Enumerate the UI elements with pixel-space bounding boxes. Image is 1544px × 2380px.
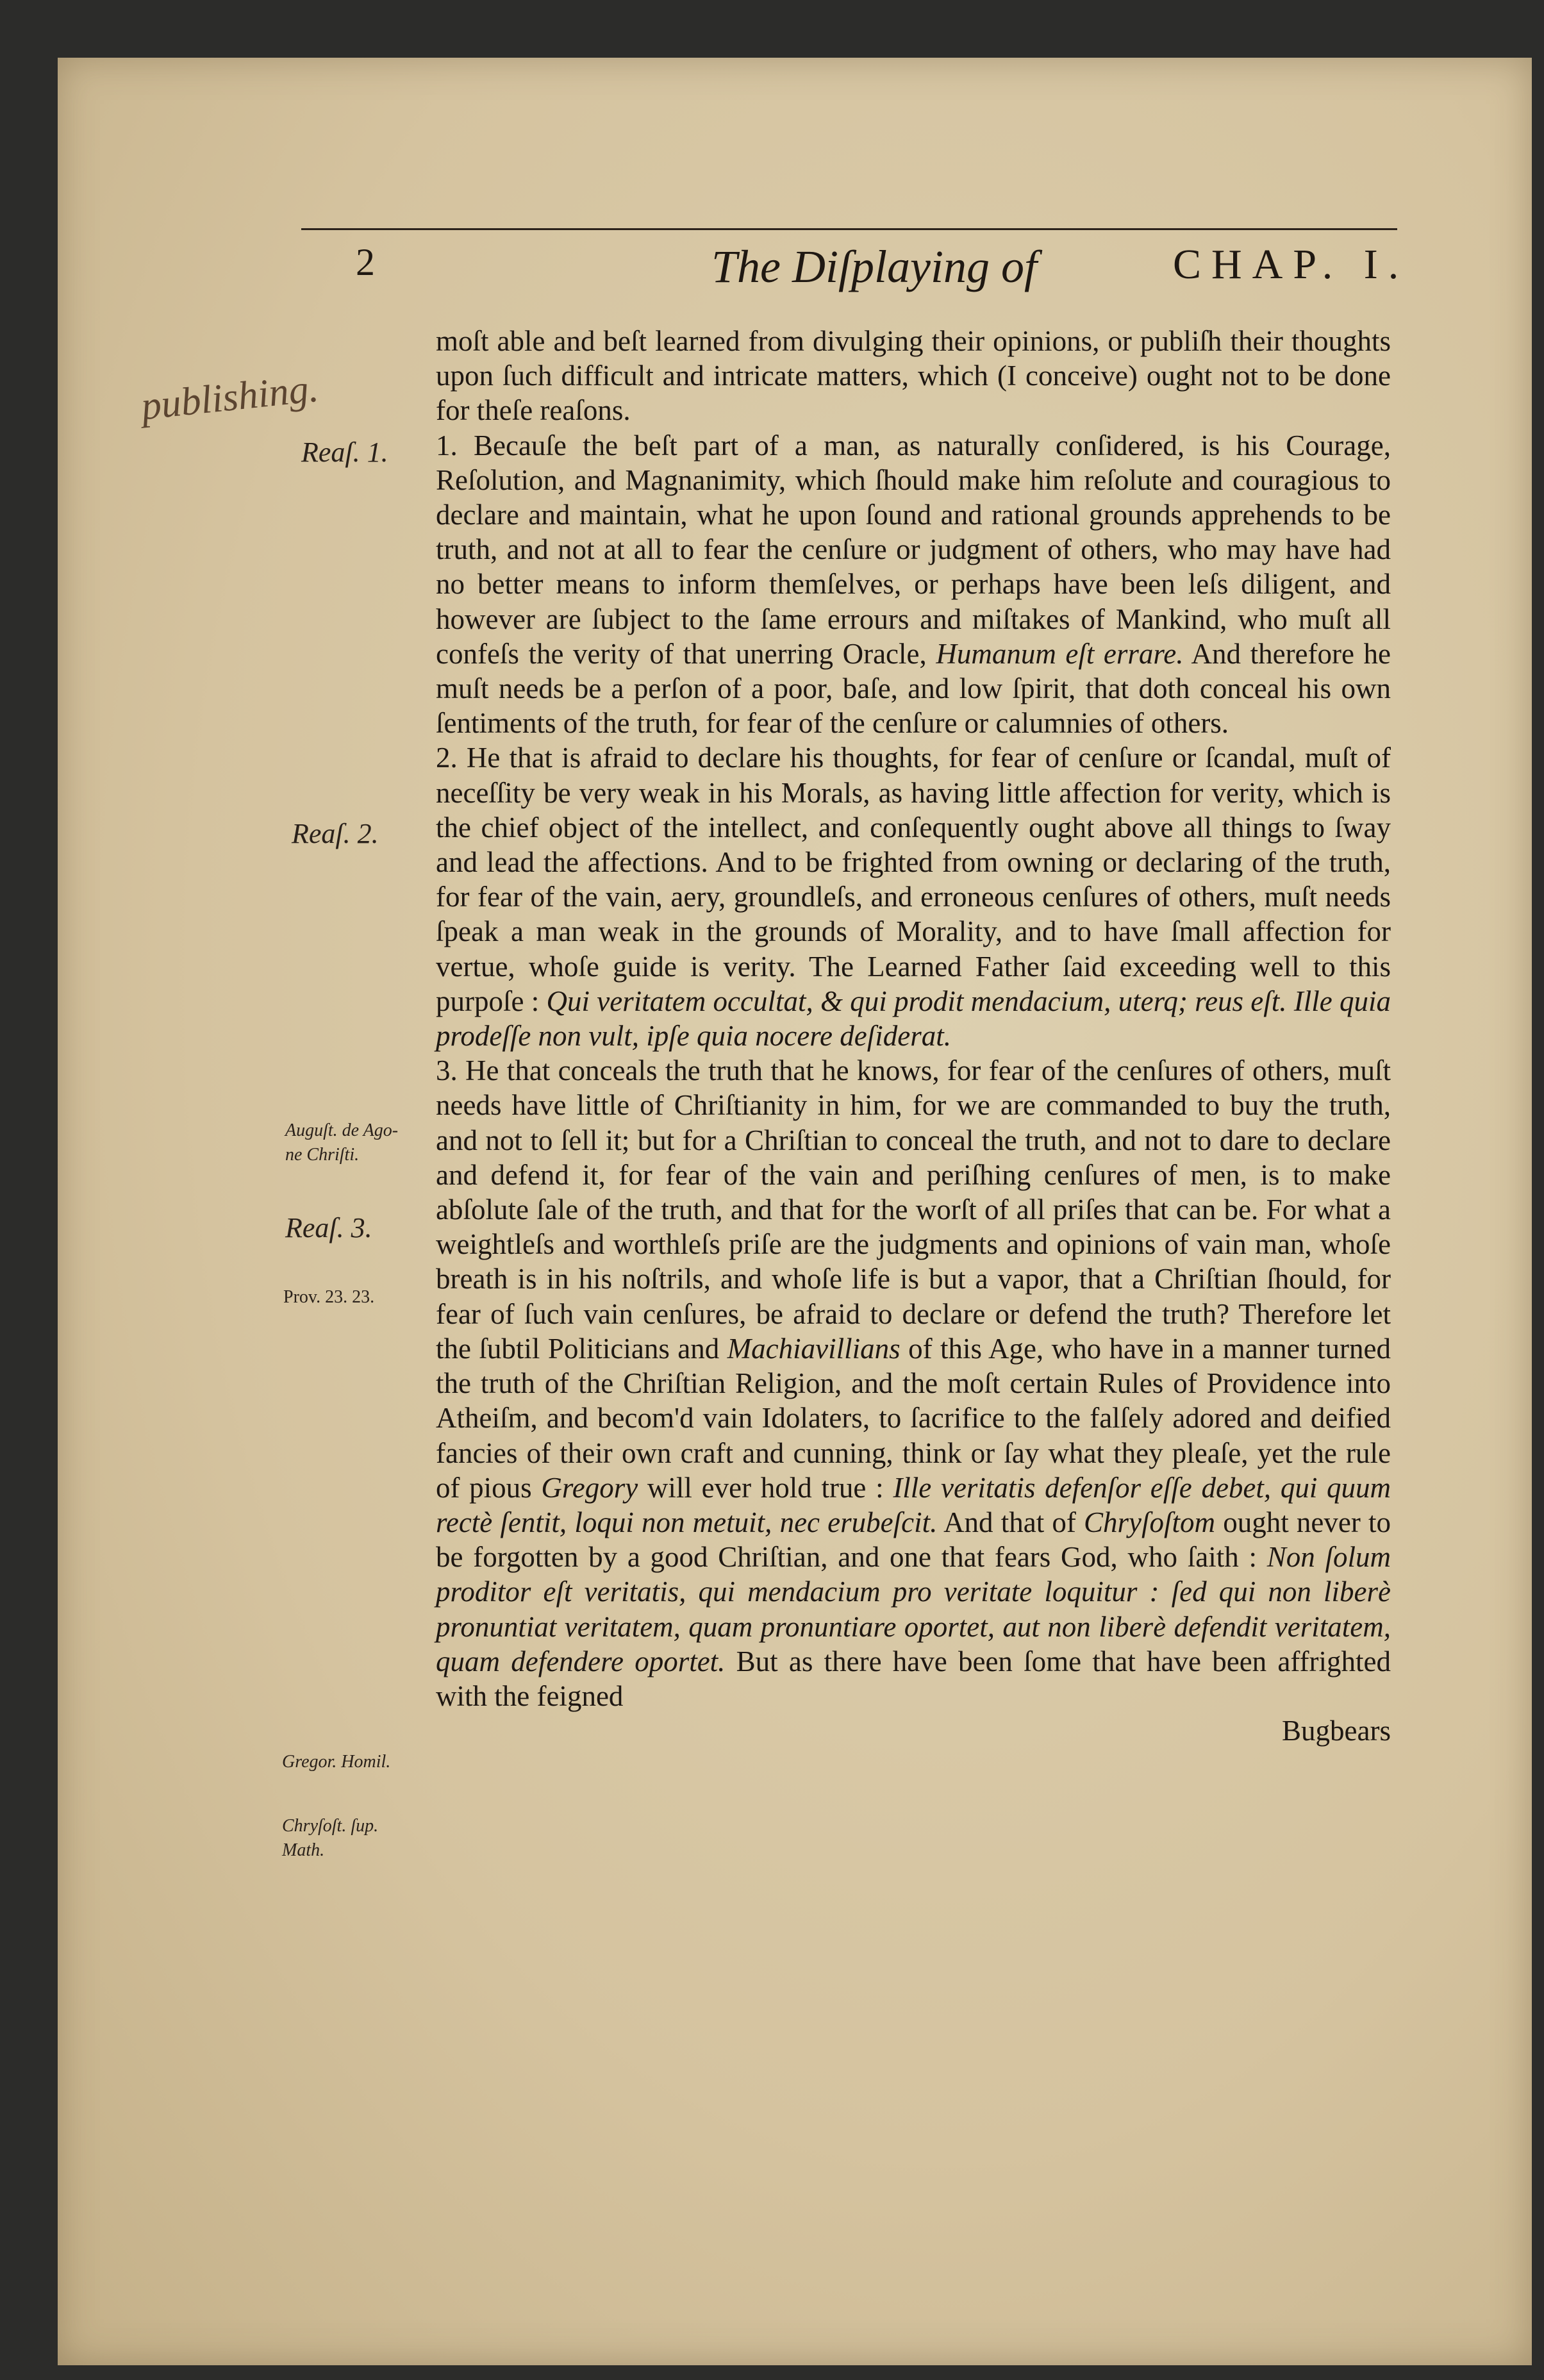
intro-paragraph: moſt able and beſt learned from divulging their opinions, or publiſh their thoughts upon ſuch difficult and intricate matters, which (I conceive) ought not to be done for theſe reaſons. <box>436 325 1391 427</box>
paragraph-reason-2: 2. He that is afraid to declare his thoughts, for fear of cenſure or ſcandal, muſt of neceſſity be very weak in his Morals, as having little affection for verity, which is the chief object of the intellect, and conſequently ought above all things to ſway and lead the affections. And to be frighted from owning or declaring of the truth, for fear of the vain, aery, groundleſs, and erroneous cenſures of others, muſt needs ſpeak a man weak in the grounds of Morality, and to have ſmall affection for vertue, whoſe guide is verity. The Learned Father ſaid exceeding well to this purpoſe : Qui veritatem occultat, & qui prodit mendacium, uterq; reus eſt. Ille quia prodeſſe non vult, ipſe quia nocere deſiderat. <box>436 742 1391 1053</box>
margin-note-gregory: Gregor. Homil. <box>282 1752 391 1772</box>
margin-note-reason-2: Reaſ. 2. <box>292 818 379 849</box>
paragraph-reason-3: 3. He that conceals the truth that he knows, for fear of the cenſures of others, muſt needs have little of Chriſtianity in him, for we are commanded to buy the truth, and not to ſell it; but for a Chriſtian to conceal the truth, and not to dare to declare and defend it, for fear of the vain and periſhing cenſures of men, is to make abſolute ſale of the truth, and that for the worſt of all priſes that can be. For what a weightleſs and worthleſs priſe are the judgments and opinions of vain man, whoſe breath is in his noſtrils, and whoſe life is but a vapor, that a Chriſtian ſhould, for fear of ſuch vain cenſures, be afraid to declare or defend the truth? Therefore let the ſubtil Politicians and Machiavillians of this Age, who have in a manner turned the truth of the Chriſtian Religion, and the moſt certain Rules of Providence into Atheiſm, and becom'd vain Idolaters, to ſacrifice to the falſely adored and deified fancies of their own craft and cunning, think or ſay what they pleaſe, yet the rule of pious Gregory will ever hold true : Ille veritatis defenſor eſſe debet, qui quum rectè ſentit, loqui non metuit, nec erubeſcit. And that of Chryſoſtom ought never to be forgotten by a good Chriſtian, and one that fears God, who ſaith : Non ſolum proditor eſt veritatis, qui mendacium pro veritate loquitur : ſed qui non liberè pronuntiat veritatem, quam pronuntiare oportet, aut non liberè defendit veritatem, quam defendere oportet. But as there have been ſome that have been affrighted with the feigned <box>436 1054 1391 1712</box>
page-number: 2 <box>356 241 375 283</box>
header-rule <box>301 228 1397 230</box>
handwritten-annotation: publishing. <box>139 366 321 429</box>
margin-note-proverbs: Prov. 23. 23. <box>283 1287 375 1307</box>
margin-note-augustine: Auguſt. de Ago- ne Chriſti. <box>285 1120 399 1165</box>
latin-quote: Non ſolum proditor eſt veritatis, qui mendacium pro veritate loquitur : ſed qui non liberè pronuntiat veritatem, quam pronuntiare oportet, aut non liberè defendit veritatem, quam defendere oportet. <box>436 1541 1391 1677</box>
margin-note-chrysostom: Chryſoſt. ſup. Math. <box>282 1816 379 1860</box>
latin-quote: Ille veritatis defenſor eſſe debet, qui quum rectè ſentit, loqui non metuit, nec erubeſcit. <box>436 1471 1391 1538</box>
chapter-heading: CHAP. I. <box>1173 241 1409 288</box>
margin-note-reason-1: Reaſ. 1. <box>301 437 388 468</box>
paragraph-reason-1: 1. Becauſe the beſt part of a man, as naturally conſidered, is his Courage, Reſolution, and Magnanimity, which ſhould make him reſolute and couragious to declare and maintain, what he upon ſound and rational grounds apprehends to be truth, and not at all to fear the cenſure or judgment of others, who may have had no better means to inform themſelves, or perhaps have been leſs diligent, and however are ſubject to the ſame errours and miſtakes of Mankind, who muſt all confeſs the verity of that unerring Oracle, Humanum eſt errare. And therefore he muſt needs be a perſon of a poor, baſe, and low ſpirit, that doth conceal his own ſentiments of the truth, for fear of the cenſure or calumnies of others. <box>436 429 1391 740</box>
latin-quote: Qui veritatem occultat, & qui prodit mendacium, uterq; reus eſt. Ille quia prodeſſe non vult, ipſe quia nocere deſiderat. <box>436 985 1391 1053</box>
latin-quote: Humanum eſt errare. <box>936 637 1184 670</box>
margin-note-reason-3: Reaſ. 3. <box>285 1212 372 1244</box>
running-title: The Diſplaying of <box>711 241 1037 292</box>
catchword: Bugbears <box>1282 1715 1391 1747</box>
body-text <box>436 324 1391 1748</box>
